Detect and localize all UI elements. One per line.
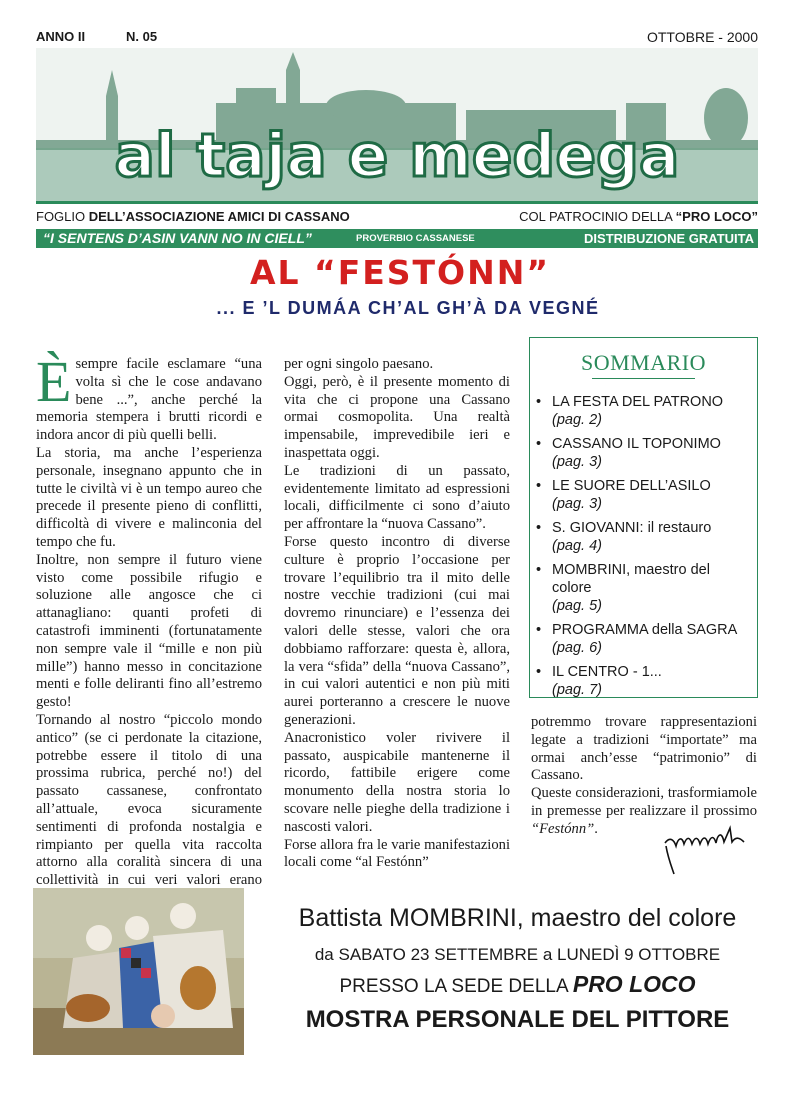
- summary-item-label: S. GIOVANNI: il restauro: [552, 520, 712, 536]
- article-paragraph: sempre facile esclamare “una volta sì che le cose andavano bene ...”, anche perché la memoria stempera i brutti ricordi e indora ancor di più quelli belli.: [36, 356, 262, 444]
- exhibition-painting: [33, 888, 244, 1055]
- summary-item-label: IL CENTRO - 1...: [552, 664, 662, 680]
- article-column-2: [284, 356, 510, 872]
- exhibition-headline: Battista MOMBRINI, maestro del colore: [298, 904, 737, 932]
- patronage-line: [519, 209, 758, 224]
- summary-item-label: PROGRAMMA della SAGRA: [552, 622, 738, 638]
- free-distribution-label: DISTRIBUZIONE GRATUITA: [584, 231, 754, 246]
- exhibition-dates: da SABATO 23 SETTEMBRE a LUNEDÌ 9 OTTOBRE: [314, 945, 721, 964]
- summary-item: [536, 435, 749, 471]
- article-paragraph: Inoltre, non sempre il futuro viene visto come possibile rifugio e soluzione alle angosce che ci attanagliano: quanti profeti di catastrofi imminenti (fortunatamente non sempre vale il “mille e non più mille”) hanno messo in concitazione menti e folle deliranti fino all’estremo gesto!: [36, 551, 262, 711]
- summary-item: [536, 393, 749, 429]
- masthead-title: al taja e medega: [114, 121, 680, 191]
- article-paragraph: Forse allora fra le varie manifestazioni locali come “al Festónn”: [284, 836, 510, 871]
- article-paragraph: potremmo trovare rappresentazioni legate a tradizioni “importate” ma ormai anch’esse “patrimonio” di Cassano.: [531, 714, 757, 784]
- bullet-icon: •: [536, 562, 542, 578]
- article-paragraph: per ogni singolo paesano.: [284, 356, 434, 372]
- issue-year: ANNO II: [36, 29, 86, 44]
- article-title: AL “FESTÓNN”: [249, 253, 551, 292]
- exhibition-title: MOSTRA PERSONALE DEL PITTORE: [305, 1006, 730, 1033]
- bullet-icon: •: [536, 664, 542, 680]
- article-paragraph: Tornando al nostro “piccolo mondo antico” (se ci perdonate la citazione, potrebbe essere il titolo di una prossima rubrica, perché no!) del passato cassanese, confrontato all’attuale, evoca sicuramente sentimenti di profonda nostalgia e rimpianto per quella vita raccolta attorno alla coralità sincera di una collettività in cui veri valori erano: [36, 711, 262, 889]
- bullet-icon: •: [536, 520, 542, 536]
- summary-item-label: LA FESTA DEL PATRONO: [552, 394, 724, 410]
- harlequins-painting-image: [33, 888, 244, 1055]
- motto-source: PROVERBIO CASSANESE: [356, 233, 475, 244]
- publisher-org: DELL’ASSOCIAZIONE AMICI DI CASSANO: [88, 209, 350, 224]
- masthead-divider: [36, 201, 758, 204]
- summary-item: [536, 561, 749, 615]
- issue-number: N. 05: [126, 29, 158, 44]
- bullet-icon: •: [536, 436, 542, 452]
- motto-bar: [36, 229, 758, 248]
- exhibition-venue: PRESSO LA SEDE DELLA PRO LOCO: [339, 971, 696, 997]
- article-column-1: [36, 349, 262, 908]
- author-signature: [660, 818, 760, 878]
- bullet-icon: •: [536, 394, 542, 410]
- summary-item-page: (pag. 2): [552, 412, 602, 428]
- summary-item: [536, 519, 749, 555]
- article-paragraph: Oggi, però, è il presente momento di vita che ci propone una Cassano ormai cosmopolita. Una realtà impensabile, imprevedibile ieri e inaspettata oggi.: [284, 373, 510, 461]
- motto-text: “I SENTENS D’ASIN VANN NO IN CIELL”: [43, 230, 312, 246]
- summary-box: [529, 337, 758, 698]
- summary-item-page: (pag. 5): [552, 598, 602, 614]
- summary-item: [536, 621, 749, 657]
- article-paragraph: Anacronistico voler rivivere il passato, auspicabile mantenerne il ricordo, fattibile erigere come monumento della nostra storia lo scovare nelle pieghe della tradizione i nascosti valori.: [284, 729, 510, 835]
- summary-item: [536, 663, 749, 699]
- summary-item-label: CASSANO IL TOPONIMO: [552, 436, 721, 452]
- masthead-skyline-image: [36, 48, 758, 201]
- drop-cap: È: [36, 349, 72, 414]
- summary-item-page: (pag. 4): [552, 538, 602, 554]
- publisher-prefix: FOGLIO: [36, 209, 89, 224]
- article-paragraph: Queste considerazioni, trasformiamole in premesse per realizzare il prossimo “Festónn”.: [531, 785, 757, 837]
- masthead: [36, 48, 758, 201]
- summary-title: SOMMARIO: [580, 350, 707, 375]
- article-paragraph: Forse questo incontro di diverse culture è proprio l’occasione per trovare l’equilibrio tra il mito delle nostre vecchie tradizioni (cui mai dovremo rinunciare) e l’essenza dei valori delle stesse, valori che ora dobbiamo rafforzare: questa è, allora, la vera “sfida” della “nuova Cassano”, in cui valori autentici e non più miti aurei porteranno a crescere le nuove generazioni.: [284, 533, 510, 728]
- patronage-prefix: COL PATROCINIO DELLA: [519, 209, 676, 224]
- publisher-line: [36, 209, 350, 224]
- article-paragraph: Le tradizioni di un passato, evidentemente limitato ad espressioni locali, difficilmente ci sono d’aiuto per affrontare la “nuova Cassano”.: [284, 462, 510, 533]
- summary-item: [536, 477, 749, 513]
- article-subtitle: ... E ’L DUMÁA CH’AL GH’À DA VEGNÉ: [216, 298, 600, 318]
- issue-date: OTTOBRE - 2000: [646, 29, 758, 45]
- summary-item-label: LE SUORE DELL’ASILO: [552, 478, 711, 494]
- bullet-icon: •: [536, 478, 542, 494]
- summary-title-underline: [592, 378, 695, 379]
- summary-item-page: (pag. 3): [552, 496, 602, 512]
- bullet-icon: •: [536, 622, 542, 638]
- summary-item-page: (pag. 6): [552, 640, 602, 656]
- article-paragraph: La storia, ma anche l’esperienza personale, insegnano appunto che in tutte le civiltà vi è un tempo aureo che precede il presente pieno di conflitti, difficoltà di vivere e malinconia del tempo che fu.: [36, 444, 262, 550]
- summary-list: [530, 393, 757, 699]
- summary-item-page: (pag. 3): [552, 454, 602, 470]
- summary-item-page: (pag. 7): [552, 682, 602, 698]
- patronage-org: “PRO LOCO”: [675, 209, 758, 224]
- summary-item-label: MOMBRINI, maestro del colore: [552, 562, 710, 596]
